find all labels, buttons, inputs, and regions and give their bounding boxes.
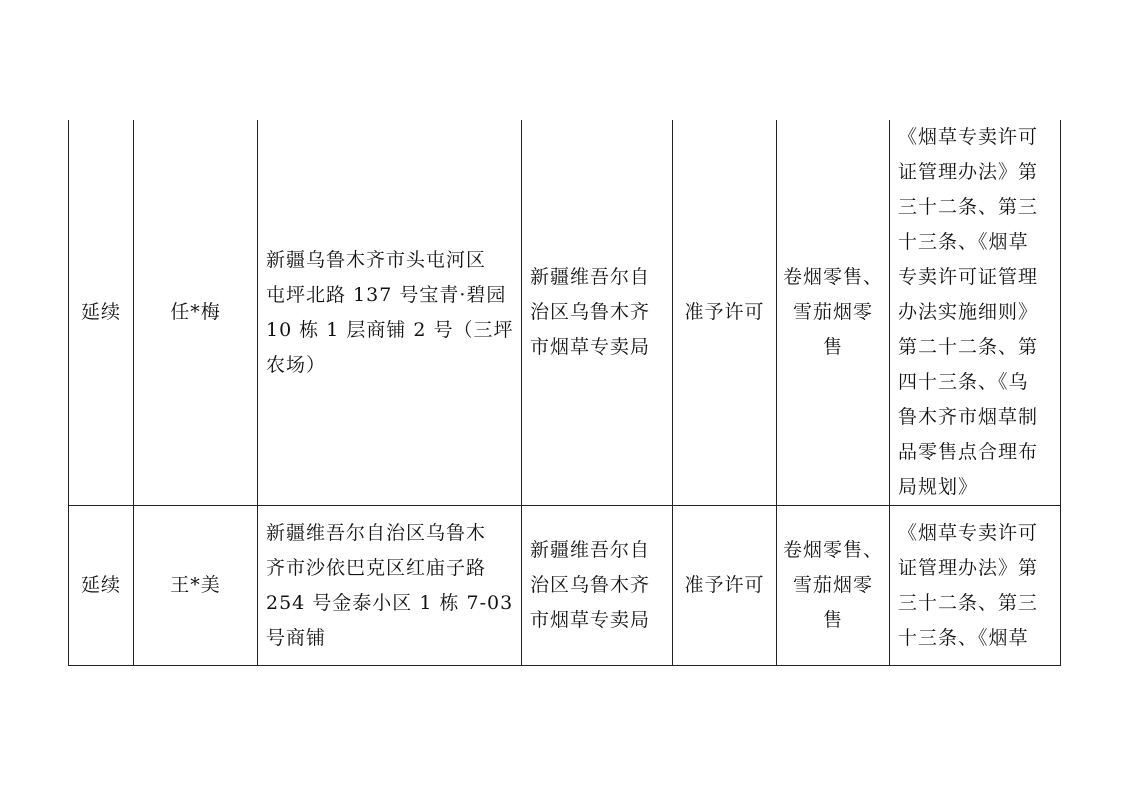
basis-line: 十三条、《烟草 [898,626,1029,649]
address-line: 254 号金泰小区 1 栋 7-03 [266,591,514,614]
address-line: 号商铺 [266,626,327,649]
basis-line: 品零售点合理布 [898,441,1039,463]
table-row [69,120,1061,506]
address-cell [258,506,522,666]
scope-line: 卷烟零售、 [782,539,883,561]
name-cell: 王*美 [134,506,258,666]
legal-basis-cell [890,506,1061,666]
decision-cell: 准予许可 [673,506,777,666]
address-line: 新疆维吾尔自治区乌鲁木 [266,521,487,544]
license-decision-table [68,120,1061,666]
table-row [69,506,1061,666]
basis-line: 专卖许可证管理 [898,266,1039,288]
authority-line: 治区乌鲁木齐 [530,301,651,323]
scope-cell [777,506,890,666]
legal-basis-cell [890,120,1061,506]
address-line: 10 栋 1 层商铺 2 号（三坪 [266,318,514,341]
basis-line: 三十二条、第三 [898,591,1039,614]
address-line: 齐市沙依巴克区红庙子路 [266,556,487,579]
address-cell [258,120,522,506]
basis-line: 《烟草专卖许可 [898,521,1039,544]
authority-cell [522,120,673,506]
scope-line: 卷烟零售、 [782,266,883,288]
authority-line: 市烟草专卖局 [530,336,651,358]
basis-line: 局规划》 [898,476,979,498]
scope-cell [777,120,890,506]
basis-line: 三十二条、第三 [898,196,1039,218]
scope-line: 售 [822,336,843,358]
basis-line: 第二十二条、第 [898,336,1039,358]
basis-line: 证管理办法》第 [898,556,1039,579]
basis-line: 十三条、《烟草 [898,231,1029,253]
type-cell: 延续 [69,120,134,506]
authority-line: 治区乌鲁木齐 [530,574,651,596]
basis-line: 《烟草专卖许可 [898,126,1039,148]
address-line: 农场） [266,353,327,376]
authority-line: 市烟草专卖局 [530,609,651,631]
address-line: 新疆乌鲁木齐市头屯河区 [266,248,487,271]
basis-line: 办法实施细则》 [898,301,1039,323]
scope-line: 雪茄烟零 [792,574,873,596]
address-line: 屯坪北路 137 号宝青·碧园 [266,283,507,306]
scope-line: 雪茄烟零 [792,301,873,323]
basis-line: 四十三条、《乌 [898,371,1029,393]
authority-line: 新疆维吾尔自 [530,539,651,561]
basis-line: 证管理办法》第 [898,161,1039,183]
basis-line: 鲁木齐市烟草制 [898,406,1039,428]
authority-cell [522,506,673,666]
scope-line: 售 [822,609,843,631]
type-cell: 延续 [69,506,134,666]
authority-line: 新疆维吾尔自 [530,266,651,288]
decision-cell: 准予许可 [673,120,777,506]
name-cell: 任*梅 [134,120,258,506]
